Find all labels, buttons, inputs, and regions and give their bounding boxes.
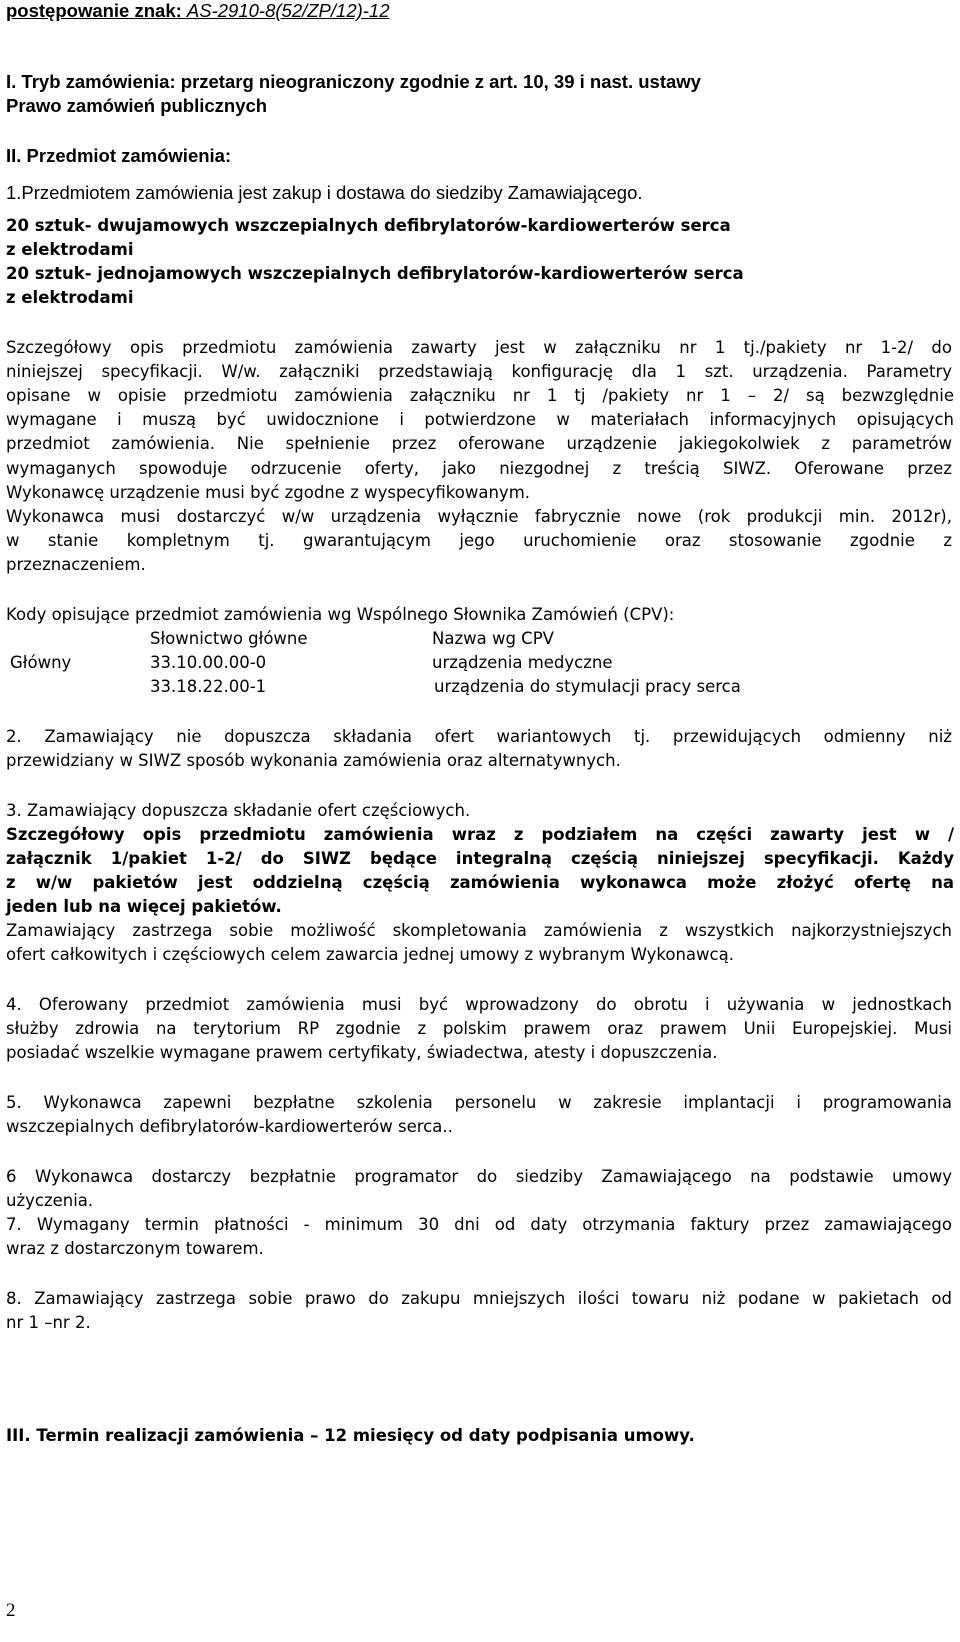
paragraph-8-line-2: nr 1 –nr 2. — [6, 1313, 91, 1332]
cpv-row-name: urządzenia do stymulacji pracy serca — [434, 677, 741, 696]
description-line-7: Wykonawcę urządzenie musi być zgodne z wyspecyfikowanym. — [6, 483, 531, 502]
description-line-5: przedmiot zamówienia. Nie spełnienie przez oferowane urządzenie jakiegokolwiek z parametrów — [6, 434, 952, 453]
description-line-9: w stanie kompletnym tj. gwarantującym jego uruchomienie oraz stosowanie zgodnie z — [6, 531, 952, 550]
reference-code: AS-2910-8(52/ZP/12)-12 — [186, 0, 390, 21]
paragraph-3-bold-line-2: załącznik 1/pakiet 1-2/ do SIWZ będące integralną częścią niniejszej specyfikacji. Każdy — [6, 849, 954, 868]
description-line-4: wymagane i muszą być uwidocznione i potwierdzone w materiałach informacyjnych opisujących — [6, 410, 954, 429]
reference-number — [6, 0, 952, 22]
description-line-10: przeznaczeniem. — [6, 555, 146, 574]
paragraph-3-bold-line-4: jeden lub na więcej pakietów. — [6, 897, 282, 916]
paragraph-4-line-2: służby zdrowia na terytorium RP zgodnie z polskim prawem oraz prawem Unii Europejskiej. Musi — [6, 1019, 952, 1038]
paragraph-6-line-1: 6 Wykonawca dostarczy bezpłatnie programator do siedziby Zamawiającego na podstawie umowy — [6, 1167, 952, 1186]
cpv-row-name: urządzenia medyczne — [432, 653, 613, 672]
paragraph-2-line-2: przewidziany w SIWZ sposób wykonania zamówienia oraz alternatywnych. — [6, 751, 621, 770]
paragraph-3-line-2: Zamawiający zastrzega sobie możliwość skompletowania zamówienia z wszystkich najkorzystniejszych — [6, 921, 952, 940]
description-line-8: Wykonawca musi dostarczyć w/w urządzenia wyłącznie fabrycznie nowe (rok produkcji min. 2012r), — [6, 507, 952, 526]
description-line-3: opisane w opisie przedmiotu zamówienia załączniku nr 1 tj /pakiety nr 1 – 2/ są bezwzględnie — [6, 386, 954, 405]
item-1-line-1: 20 sztuk- dwujamowych wszczepialnych defibrylatorów-kardiowerterów serca — [6, 216, 731, 235]
page-number: 2 — [6, 1600, 16, 1621]
description-line-6: wymaganych spowoduje odrzucenie oferty, jako niezgodnej z treścią SIWZ. Oferowane przez — [6, 459, 952, 478]
description-line-2: niniejszej specyfikacji. W/w. załączniki przedstawiają konfigurację dla 1 szt. urządzenia. Parametry — [6, 362, 952, 381]
reference-prefix: postępowanie znak: — [6, 0, 187, 21]
paragraph-6-line-2: użyczenia. — [6, 1191, 94, 1210]
paragraph-3-line-3: ofert całkowitych i częściowych celem zawarcia jednej umowy z wybranym Wykonawcą. — [6, 945, 734, 964]
paragraph-7-line-2: wraz z dostarczonym towarem. — [6, 1239, 264, 1258]
paragraph-5-line-1: 5. Wykonawca zapewni bezpłatne szkolenia personelu w zakresie implantacji i programowania — [6, 1093, 952, 1112]
item-2-line-1: 20 sztuk- jednojamowych wszczepialnych defibrylatorów-kardiowerterów serca — [6, 264, 744, 283]
cpv-row-code: 33.18.22.00-1 — [150, 677, 267, 696]
paragraph-1-line: 1.Przedmiotem zamówienia jest zakup i dostawa do siedziby Zamawiającego. — [6, 182, 643, 203]
cpv-header-cpv-name: Nazwa wg CPV — [432, 629, 554, 648]
paragraph-2-line-1: 2. Zamawiający nie dopuszcza składania ofert wariantowych tj. przewidujących odmienny niż — [6, 727, 952, 746]
section-1-line-2: Prawo zamówień publicznych — [6, 95, 268, 116]
item-1-line-2: z elektrodami — [6, 240, 134, 259]
item-2-line-2: z elektrodami — [6, 288, 134, 307]
paragraph-7-line-1: 7. Wymagany termin płatności - minimum 30 dni od daty otrzymania faktury przez zamawiającego — [6, 1215, 952, 1234]
cpv-row-code: 33.10.00.00-0 — [150, 653, 267, 672]
section-1-line-1: I. Tryb zamówienia: przetarg nieograniczony zgodnie z art. 10, 39 i nast. ustawy — [6, 71, 701, 92]
paragraph-3-bold-line-1: Szczegółowy opis przedmiotu zamówienia wraz z podziałem na części zawarty jest w / — [6, 825, 954, 844]
cpv-header-main-vocabulary: Słownictwo główne — [150, 629, 308, 648]
description-line-1: Szczegółowy opis przedmiotu zamówienia zawarty jest w załączniku nr 1 tj./pakiety nr 1-2/ do — [6, 338, 952, 357]
paragraph-8-line-1: 8. Zamawiający zastrzega sobie prawo do zakupu mniejszych ilości towaru niż podane w pakietach od — [6, 1289, 952, 1308]
paragraph-4-line-1: 4. Oferowany przedmiot zamówienia musi być wprowadzony do obrotu i używania w jednostkach — [6, 995, 952, 1014]
section-2-title: II. Przedmiot zamówienia: — [6, 145, 232, 166]
paragraph-5-line-2: wszczepialnych defibrylatorów-kardiowerterów serca.. — [6, 1117, 453, 1136]
paragraph-3-bold-line-3: z w/w pakietów jest oddzielną częścią zamówienia wykonawca może złożyć ofertę na — [6, 873, 954, 892]
cpv-row-label: Główny — [10, 653, 72, 672]
cpv-intro: Kody opisujące przedmiot zamówienia wg Wspólnego Słownika Zamówień (CPV): — [6, 605, 675, 624]
paragraph-4-line-3: posiadać wszelkie wymagane prawem certyfikaty, świadectwa, atesty i dopuszczenia. — [6, 1043, 718, 1062]
paragraph-3-line-1: 3. Zamawiający dopuszcza składanie ofert częściowych. — [6, 801, 471, 820]
section-3-title: III. Termin realizacji zamówienia – 12 miesięcy od daty podpisania umowy. — [6, 1426, 695, 1445]
